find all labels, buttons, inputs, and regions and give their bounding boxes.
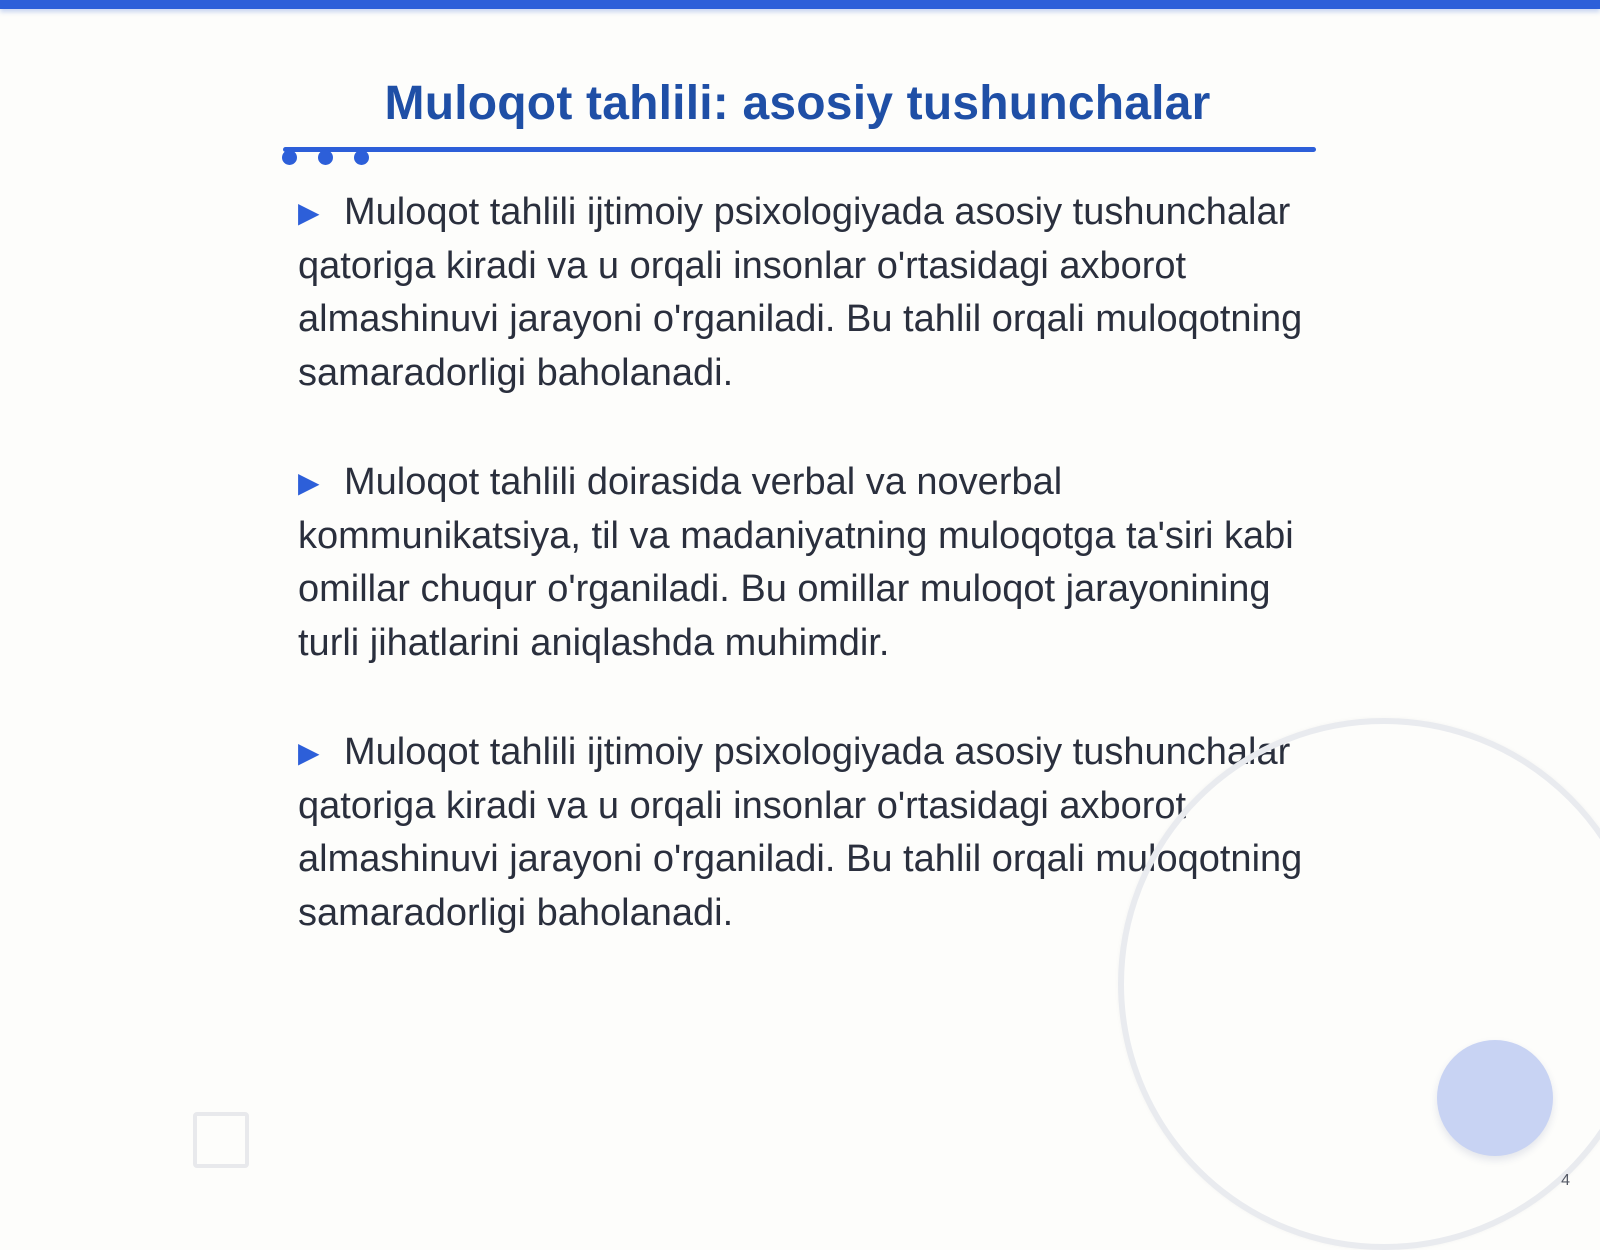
bullet-text: Muloqot tahlili ijtimoiy psixologiyada asosiy tushunchalar qatoriga kiradi va u orqali insonlar o'rtasidagi axborot almashinuvi jarayoni o'rganiladi. Bu tahlil orqali muloqotning samaradorligi baholanadi. [298, 731, 1303, 934]
triangle-bullet-icon: ▶ [298, 737, 320, 768]
title-underline [283, 147, 1316, 152]
bullet-text: Muloqot tahlili doirasida verbal va noverbal kommunikatsiya, til va madaniyatning muloqotga ta'siri kabi omillar chuqur o'rganiladi. Bu omillar muloqot jarayonining turli jihatlarini aniqlashda muhimdir. [298, 461, 1294, 664]
bullet-item [298, 456, 1308, 670]
triangle-bullet-icon: ▶ [298, 467, 320, 498]
title-underline-dot [354, 150, 369, 165]
decorative-square [193, 1112, 249, 1168]
title-underline-dot [318, 150, 333, 165]
top-accent-bar [0, 0, 1600, 9]
triangle-bullet-icon: ▶ [298, 197, 320, 228]
slide-title: Muloqot tahlili: asosiy tushunchalar [384, 77, 1211, 130]
bullet-text: Muloqot tahlili ijtimoiy psixologiyada asosiy tushunchalar qatoriga kiradi va u orqali insonlar o'rtasidagi axborot almashinuvi jarayoni o'rganiladi. Bu tahlil orqali muloqotning samaradorligi baholanadi. [298, 191, 1303, 394]
bullet-item [298, 186, 1308, 400]
page-number: 4 [1561, 1172, 1570, 1189]
title-underline-dot [282, 150, 297, 165]
decorative-circle [1437, 1040, 1553, 1156]
